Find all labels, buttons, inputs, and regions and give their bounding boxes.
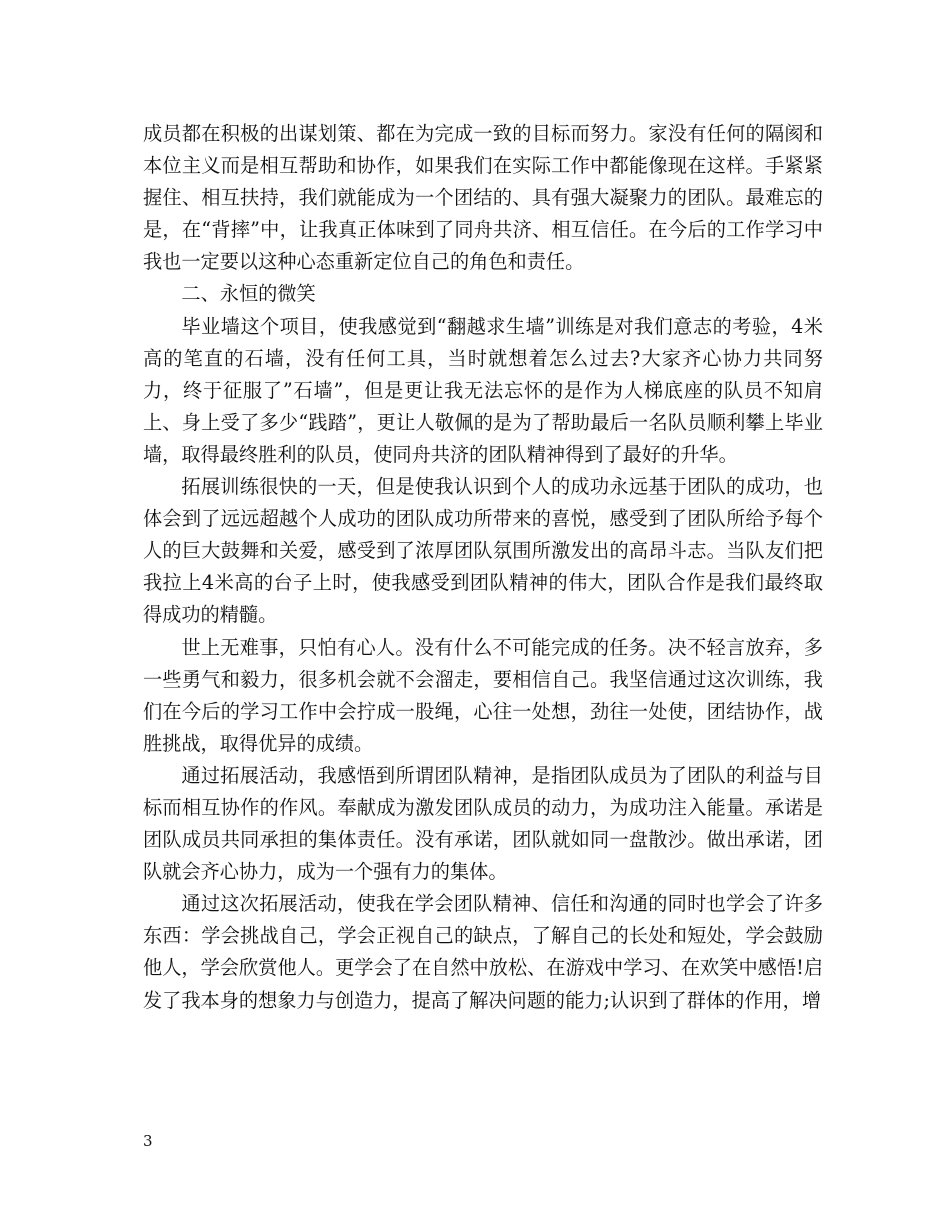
paragraph-training-day: 拓展训练很快的一天，但是使我认识到个人的成功永远基于团队的成功，也体会到了远远超越个人成功的团队成功所带来的喜悦，感受到了团队所给予每个人的巨大鼓舞和关爱，感受到了浓厚团队氛围所激发出的高昂斗志。当队友们把我拉上4米高的台子上时，使我感受到团队精神的伟大，团队合作是我们最终取得成功的精髓。	[143, 475, 823, 627]
paragraph-continuation: 成员都在积极的出谋划策、都在为完成一致的目标而努力。家没有任何的隔阂和本位主义而是相互帮助和协作，如果我们在实际工作中都能像现在这样。手紧紧握住、相互扶持，我们就能成为一个团结的、具有强大凝聚力的团队。最难忘的是，在“背摔”中，让我真正体味到了同舟共济、相互信任。在今后的工作学习中我也一定要以这种心态重新定位自己的角色和责任。	[143, 122, 823, 274]
paragraph-lessons-learned: 通过这次拓展活动，使我在学会团队精神、信任和沟通的同时也学会了许多东西：学会挑战自己，学会正视自己的缺点，了解自己的长处和短处，学会鼓励他人，学会欣赏他人。更学会了在自然中放松、在游戏中学习、在欢笑中感悟!启发了我本身的想象力与创造力，提高了解决问题的能力;认识到了群体的作用，增	[143, 892, 823, 1012]
page-number: 3	[143, 1132, 153, 1150]
paragraph-team-spirit: 通过拓展活动，我感悟到所谓团队精神，是指团队成员为了团队的利益与目标而相互协作的作风。奉献成为激发团队成员的动力，为成功注入能量。承诺是团队成员共同承担的集体责任。没有承诺，团队就如同一盘散沙。做出承诺，团队就会齐心协力，成为一个强有力的集体。	[143, 763, 823, 884]
paragraph-graduation-wall: 毕业墙这个项目，使我感觉到“翻越求生墙”训练是对我们意志的考验，4米高的笔直的石墙，没有任何工具，当时就想着怎么过去?大家齐心协力共同努力，终于征服了”石墙”，但是更让我无法忘怀的是作为人梯底座的队员不知肩上、身上受了多少“践踏”，更让人敬佩的是为了帮助最后一名队员顺利攀上毕业墙，取得最终胜利的队员，使同舟共济的团队精神得到了最好的升华。	[143, 314, 823, 466]
section-heading: 二、永恒的微笑	[181, 282, 316, 306]
paragraph-perseverance: 世上无难事，只怕有心人。没有什么不可能完成的任务。决不轻言放弃，多一些勇气和毅力，很多机会就不会溜走，要相信自己。我坚信通过这次训练，我们在今后的学习工作中会拧成一股绳，心往一处想，劲往一处使，团结协作，战胜挑战，取得优异的成绩。	[143, 635, 823, 755]
document-body	[143, 118, 823, 1017]
